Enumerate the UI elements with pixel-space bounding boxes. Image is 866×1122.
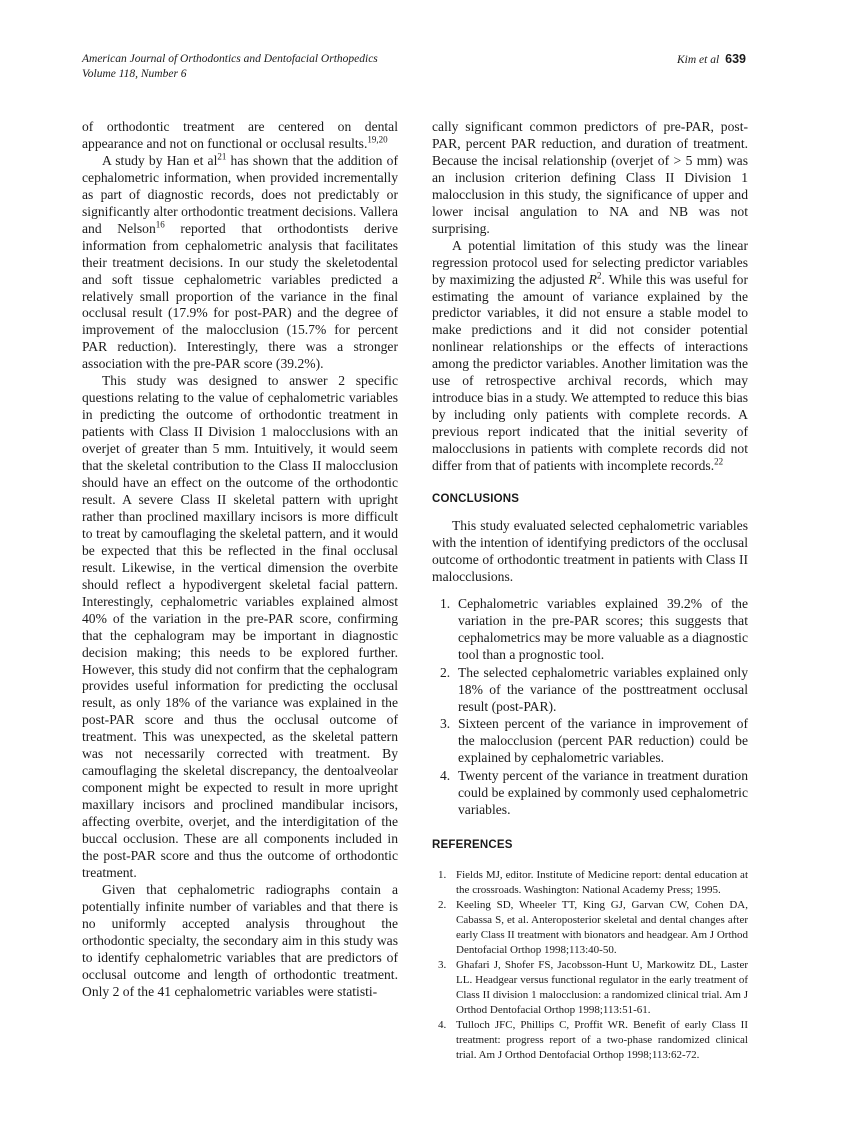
reference-item [432, 958, 748, 1018]
item-text: Sixteen percent of the variance in improvement of the malocclusion (percent PAR reduction) could be explained by cephalometric variables. [458, 716, 748, 766]
running-header-right [677, 52, 746, 68]
citation: 22 [714, 456, 724, 467]
item-number: 3. [438, 959, 447, 972]
references-heading: REFERENCES [432, 839, 513, 852]
item-text: The selected cephalometric variables explained only 18% of the variance of the posttreatment occlusal result (post-PAR). [458, 664, 748, 714]
conclusions-intro: This study evaluated selected cephalometric variables with the intention of identifying predictors of the occlusal outcome of orthodontic treatment in patients with Class II malocclusions. [432, 517, 748, 584]
conclusions-list [432, 596, 748, 819]
references-list [432, 868, 748, 1063]
reference-item [432, 1018, 748, 1063]
item-text: Fields MJ, editor. Institute of Medicine report: dental education at the crossroads. Washington: National Academy Press; 1995. [456, 869, 748, 897]
paragraph-text: of orthodontic treatment are centered on dental appearance and not on functional or occlusal results. [82, 119, 398, 151]
page-number: 639 [725, 52, 746, 66]
citation: 19,20 [367, 134, 388, 145]
running-header-left [82, 52, 378, 82]
item-text: Tulloch JFC, Phillips C, Proffit WR. Benefit of early Class II treatment: progress report of a two-phase randomized clinical trial. Am J Orthod Dentofacial Orthop 1998;113:62-72. [456, 1019, 748, 1062]
item-number: 1. [438, 869, 447, 882]
r-squared-symbol: R [588, 271, 597, 287]
paragraph-text: has shown that the addition of cephalometric information, when provided incrementally as part of diagnostic records, does not predictably or significantly alter orthodontic treatment decisions. Vallera and Nelson [82, 152, 398, 236]
item-number: 4. [440, 768, 451, 784]
item-text: Keeling SD, Wheeler TT, King GJ, Garvan CW, Cohen DA, Cabassa S, et al. Anteroposterior skeletal and dental changes after early Class II treatment with bionators and headgear. Am J Orthod Dentofacial Orthop 1998;113:40-50. [456, 899, 748, 957]
conclusions-heading: CONCLUSIONS [432, 493, 520, 506]
item-number: 2. [438, 899, 447, 912]
citation: 16 [155, 219, 165, 230]
paragraph-text: . While this was useful for estimating the amount of variance explained by the predictor variables, it did not ensure a stable model to make predictions and it did not consider potential nonlinear relationships or the effects of interactions among the predictor variables. Another limitation was the use of retrospective archival records, which may introduce bias in a study. We attempted to reduce this bias by including only patients with complete records. A previous report indicated that the initial severity of malocclusions in patients with complete records did not differ from that of patients with incomplete records. [432, 271, 748, 474]
citation: 21 [217, 151, 227, 162]
conclusion-item [432, 665, 748, 716]
running-authors: Kim et al [676, 54, 720, 66]
paragraph-text: A potential limitation of this study was the linear regression protocol used for selecting predictor variables by maximizing the adjusted [432, 237, 748, 287]
right-column [432, 119, 748, 1063]
conclusion-item [432, 716, 748, 767]
item-number: 2. [440, 664, 451, 680]
superscript: 2 [596, 270, 602, 281]
paragraph-text: reported that orthodontists derive information from cephalometric analysis that facilitates their treatment decisions. In our study the skeletodental and soft tissue cephalometric variables predicted a relatively small proportion of the variance in the final occlusal result (17.9% for post-PAR) and the degree of improvement of the malocclusion (15.7% for percent PAR reduction). Interestingly, there was a stronger association with the pre-PAR score (39.2%). [82, 220, 398, 372]
reference-item [432, 868, 748, 898]
journal-title: American Journal of Orthodontics and Dentofacial Orthopedics [82, 53, 378, 65]
item-number: 4. [438, 1019, 447, 1032]
left-column [82, 119, 398, 1001]
reference-item [432, 898, 748, 958]
paragraph [82, 153, 398, 373]
paragraph: cally significant common predictors of pre-PAR, post-PAR, percent PAR reduction, and duration of treatment. Because the incisal relationship (overjet of > 5 mm) was an inclusion criterion defining Class II Division 1 malocclusion in this study, the significance of upper and lower incisal angulation to NA and NB was not surprising. [432, 119, 748, 236]
journal-volume: Volume 118, Number 6 [82, 68, 187, 80]
paragraph [432, 238, 748, 475]
item-text: Ghafari J, Shofer FS, Jacobsson-Hunt U, Markowitz DL, Laster LL. Headgear versus functional regulator in the early treatment of Class II division 1 malocclusion: a randomized clinical trial. Am J Orthod Dentofacial Orthop 1998;113:51-61. [456, 959, 748, 1017]
conclusion-item [432, 596, 748, 664]
item-number: 1. [440, 595, 451, 611]
item-text: Cephalometric variables explained 39.2% of the variation in the pre-PAR scores; this suggests that cephalometrics may be more valuable as a diagnostic tool than a prognostic tool. [458, 595, 748, 662]
item-text: Twenty percent of the variance in treatment duration could be explained by commonly used cephalometric variables. [458, 768, 748, 818]
conclusion-item [432, 768, 748, 819]
paragraph [82, 119, 398, 153]
paragraph: This study was designed to answer 2 specific questions relating to the value of cephalometric variables in predicting the outcome of orthodontic treatment in patients with Class II Division 1 malocclusions with an overjet of greater than 5 mm. Intuitively, it would seem that the skeletal contribution to the Class II malocclusion should have an effect on the outcome of the orthodontic result. A severe Class II skeletal pattern with upright rather than proclined maxillary incisors is more difficult to treat by camouflaging the skeletal pattern, and it would be expected that this be reflected in the final occlusal result. Likewise, in the vertical dimension the overbite should reflect a hypodivergent skeletal facial pattern. Interestingly, cephalometric variables explained almost 40% of the variation in the pre-PAR score, confirming that the cephalogram may be important in diagnostic decision making; this needs to be explored further. However, this study did not confirm that the cephalogram provides useful information for predicting the occlusal result, as only 18% of the variance was explained in the post-PAR score and thus the occlusal outcome of treatment. This was unexpected, as the skeletal pattern was not necessarily corrected with treatment. By camouflaging the skeletal discrepancy, the dentoalveolar component might be expected to result in more upright maxillary incisors and proclined mandibular incisors, affecting overbite, overjet, and the interdigitation of the buccal occlusion. These are all components included in the post-PAR score and thus the outcome of orthodontic treatment. [82, 373, 398, 880]
paragraph-text: A study by Han et al [102, 152, 218, 168]
paragraph: Given that cephalometric radiographs contain a potentially infinite number of variables and that there is no uniformly accepted analysis throughout the orthodontic specialty, the secondary aim in this study was to identify cephalometric variables that are predictors of occlusal outcome and length of orthodontic treatment. Only 2 of the 41 cephalometric variables were statisti- [82, 881, 398, 999]
item-number: 3. [440, 716, 451, 732]
